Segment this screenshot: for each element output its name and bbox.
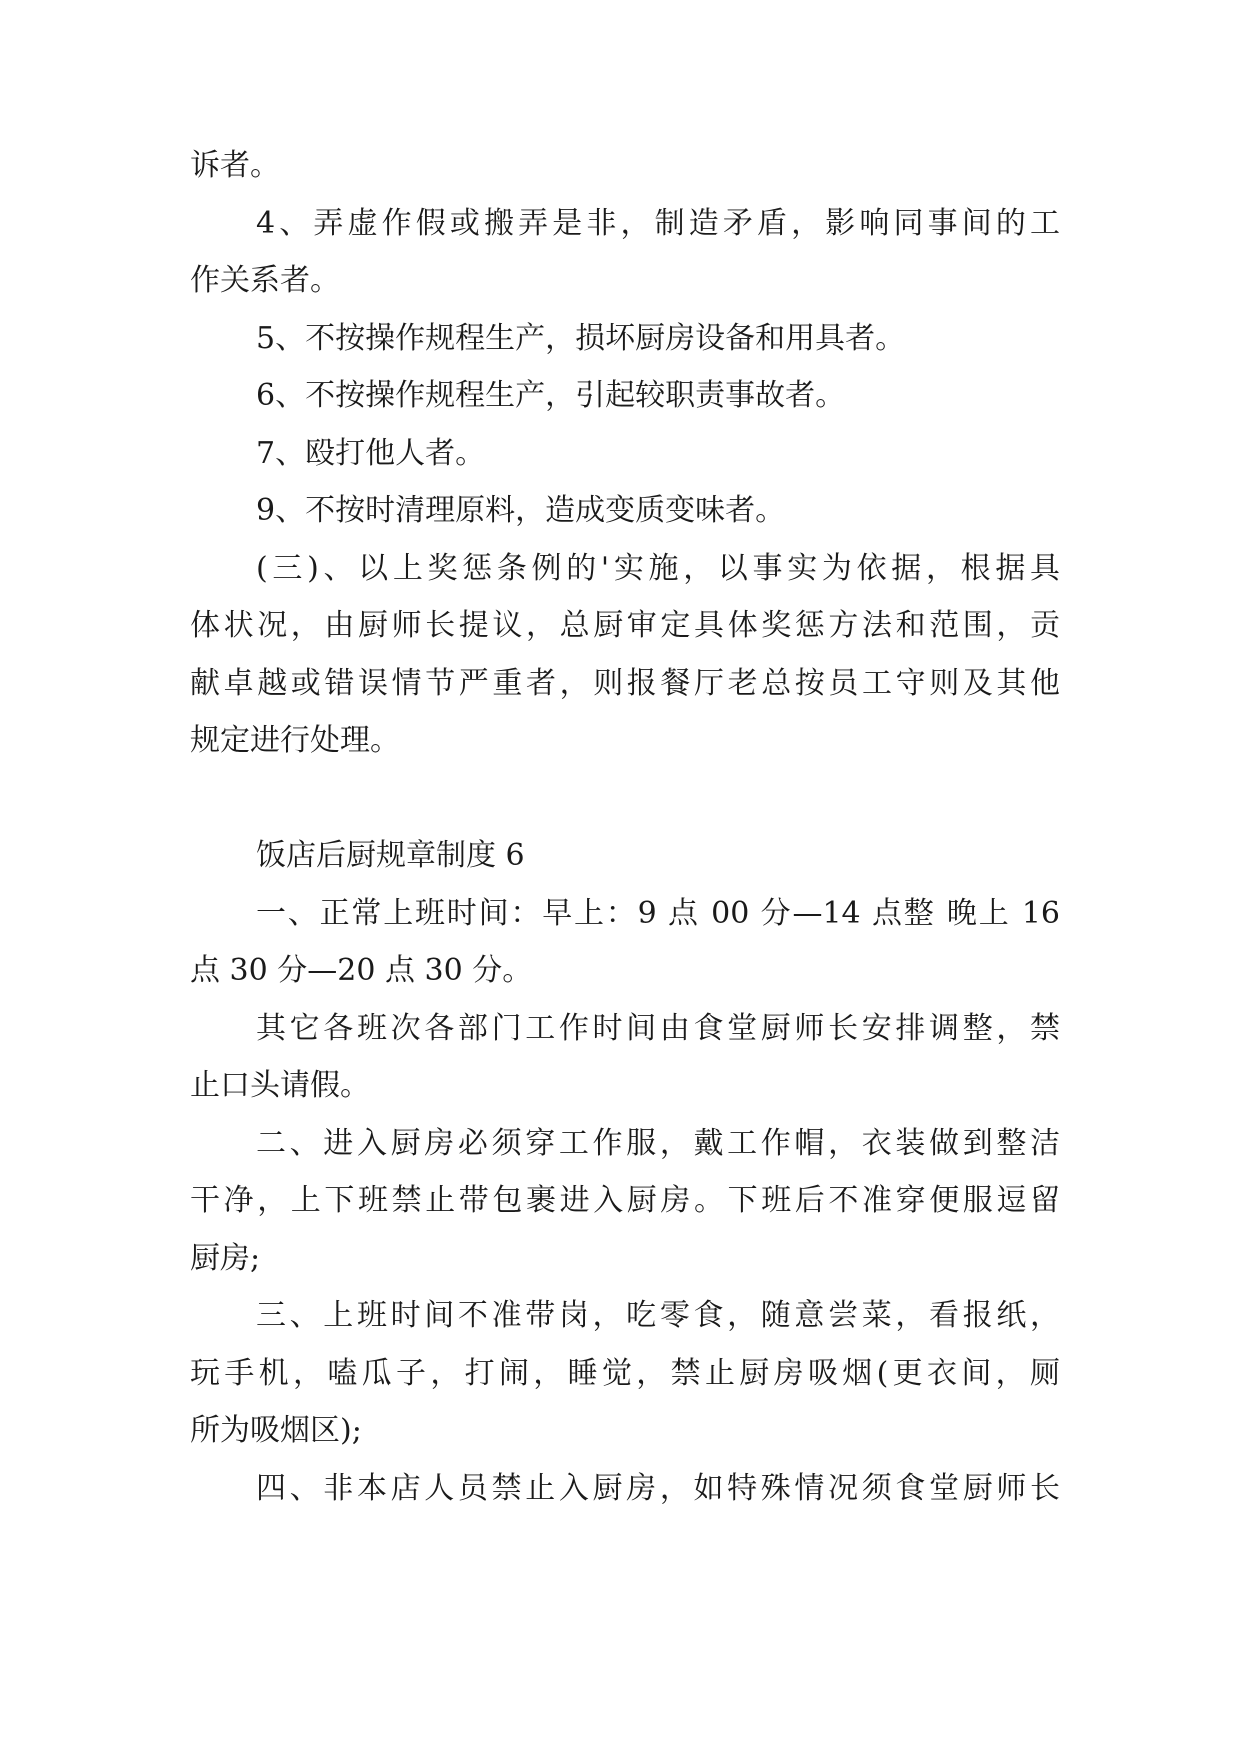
text-line: 四、非本店人员禁止入厨房，如特殊情况须食堂厨师长 xyxy=(256,1471,1060,1506)
text-line: 其它各班次各部门工作时间由食堂厨师长安排调整，禁 xyxy=(256,1011,1060,1046)
text-line: 厨房; xyxy=(190,1241,261,1276)
text-line: 二、进入厨房必须穿工作服，戴工作帽，衣装做到整洁 xyxy=(256,1126,1060,1161)
text-line: 6、不按操作规程生产，引起较职责事故者。 xyxy=(256,378,846,413)
text-line: 献卓越或错误情节严重者，则报餐厅老总按员工守则及其他 xyxy=(190,666,1060,701)
text-line: (三)、以上奖惩条例的'实施，以事实为依据，根据具 xyxy=(256,551,1060,586)
text-line: 4、弄虚作假或搬弄是非，制造矛盾，影响同事间的工 xyxy=(256,206,1060,241)
text-line: 9、不按时清理原料，造成变质变味者。 xyxy=(256,493,786,528)
text-line: 体状况，由厨师长提议，总厨审定具体奖惩方法和范围，贡 xyxy=(190,608,1060,643)
text-line: 作关系者。 xyxy=(190,263,340,298)
text-line: 所为吸烟区); xyxy=(190,1413,362,1448)
section-title: 饭店后厨规章制度 6 xyxy=(256,838,525,873)
text-line: 止口头请假。 xyxy=(190,1068,370,1103)
text-line: 7、殴打他人者。 xyxy=(256,436,486,471)
text-line: 三、上班时间不准带岗，吃零食，随意尝菜，看报纸， xyxy=(256,1298,1060,1333)
text-line: 一、正常上班时间：早上：9 点 00 分—14 点整 晚上 16 xyxy=(256,896,1060,931)
text-line: 规定进行处理。 xyxy=(190,723,400,758)
text-line: 诉者。 xyxy=(190,148,280,183)
text-line: 玩手机，嗑瓜子，打闹，睡觉，禁止厨房吸烟(更衣间，厕 xyxy=(190,1356,1060,1391)
text-line: 干净，上下班禁止带包裹进入厨房。下班后不准穿便服逗留 xyxy=(190,1183,1060,1218)
text-line: 点 30 分—20 点 30 分。 xyxy=(190,953,533,988)
text-line: 5、不按操作规程生产，损坏厨房设备和用具者。 xyxy=(256,321,906,356)
